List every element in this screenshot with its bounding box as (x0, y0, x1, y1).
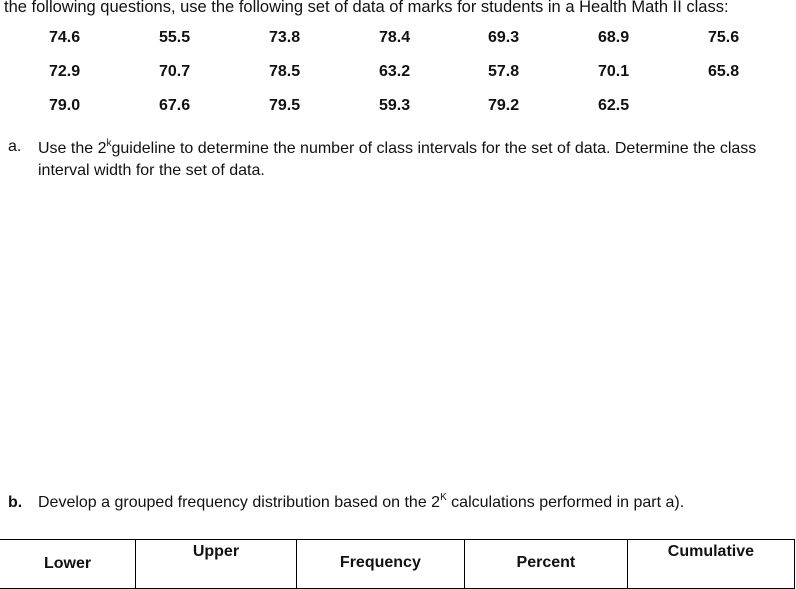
header-lower: Lower (0, 540, 136, 589)
data-value: 74.6 (49, 29, 81, 46)
data-value: 79.2 (488, 97, 520, 114)
data-row (0, 29, 796, 51)
data-value: 55.5 (159, 29, 191, 46)
header-upper: Upper (136, 540, 297, 589)
question-a-text (38, 138, 790, 182)
question-b-label: b. (8, 494, 23, 511)
question-b-text-before: Develop a grouped frequency distribution based on the 2 (38, 494, 441, 511)
header-cumulative: Cumulative (627, 540, 794, 589)
question-a-text-after: guideline to determine the number of class intervals for the set of data. Determine the class interval width for the set of data. (38, 140, 757, 179)
data-value: 62.5 (598, 97, 630, 114)
data-value: 59.3 (379, 97, 411, 114)
question-b-exponent: K (440, 492, 447, 503)
data-value: 65.8 (708, 63, 740, 80)
question-a-label: a. (8, 138, 22, 155)
instructions-text: the following questions, use the following set of data of marks for students in a Health Math II class: (4, 0, 729, 16)
header-percent: Percent (464, 540, 627, 589)
data-value: 69.3 (488, 29, 520, 46)
question-a-exponent: k (106, 138, 112, 149)
data-value: 78.4 (379, 29, 411, 46)
data-value: 63.2 (379, 63, 411, 80)
header-frequency: Frequency (296, 540, 464, 589)
question-b-text (38, 494, 684, 512)
table-header-row (0, 540, 795, 589)
data-value: 67.6 (159, 97, 191, 114)
frequency-table (0, 539, 795, 589)
data-value: 72.9 (49, 63, 81, 80)
data-value: 57.8 (488, 63, 520, 80)
data-row (0, 63, 796, 85)
data-value: 79.0 (49, 97, 81, 114)
data-value: 79.5 (269, 97, 301, 114)
question-b-text-after: calculations performed in part a). (446, 494, 685, 511)
data-value: 70.1 (598, 63, 630, 80)
data-value: 73.8 (269, 29, 301, 46)
data-value: 68.9 (598, 29, 630, 46)
data-row (0, 97, 796, 119)
data-value: 75.6 (708, 29, 740, 46)
question-a-text-before: Use the 2 (38, 140, 107, 157)
data-value: 70.7 (159, 63, 191, 80)
data-value: 78.5 (269, 63, 301, 80)
